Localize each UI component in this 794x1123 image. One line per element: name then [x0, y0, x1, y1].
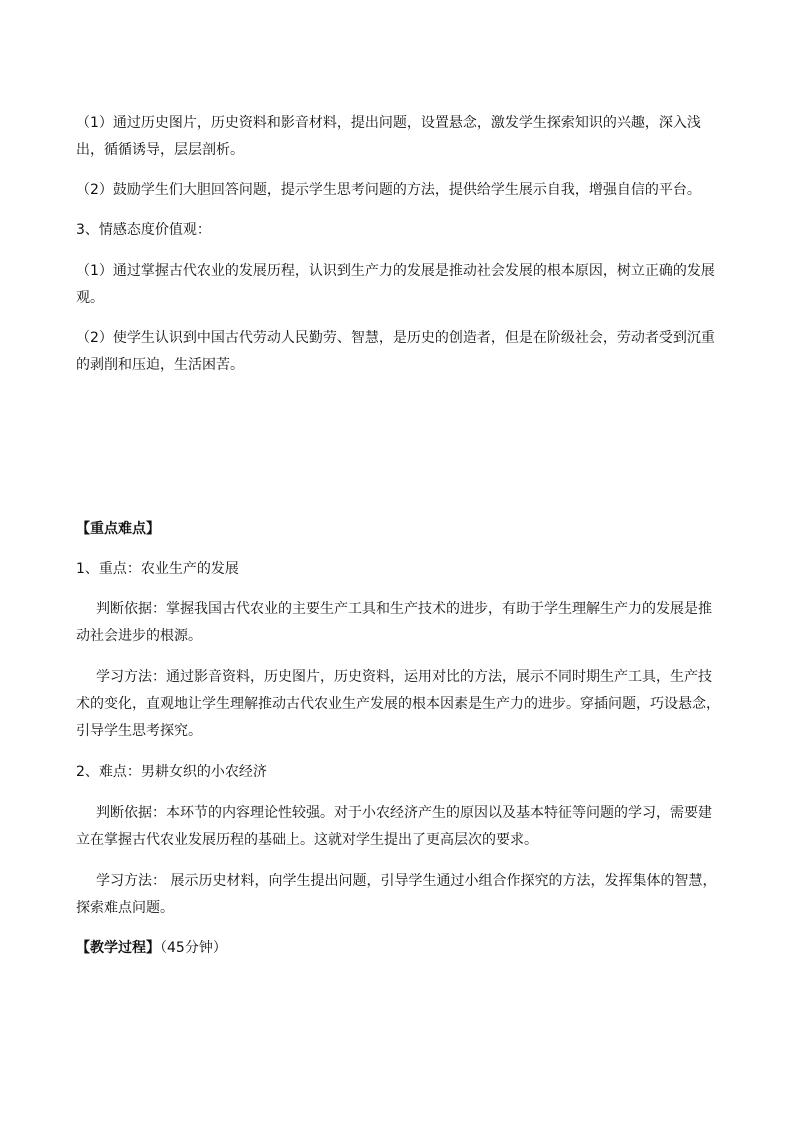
process-paragraph-1: （1）通过历史图片，历史资料和影音材料，提出问题，设置悬念，激发学生探索知识的兴趣，深入浅出，循循诱导，层层剖析。 — [76, 115, 701, 158]
teaching-process-line — [76, 935, 720, 962]
emotion-paragraph-1: （1）通过掌握古代农业的发展历程，认识到生产力的发展是推动社会发展的根本原因，树立正确的发展观。 — [76, 263, 715, 306]
teaching-process-heading: 【教学过程】 — [76, 940, 160, 956]
emotion-title: 3、情感态度价值观： — [76, 222, 211, 238]
key-point-basis: 判断依据：掌握我国古代农业的主要生产工具和生产技术的进步，有助于学生理解生产力的发展是推动社会进步的根源。 — [76, 601, 712, 644]
process-paragraph-2: （2）鼓励学生们大胆回答问题，提示学生思考问题的方法，提供给学生展示自我，增强自信的平台。 — [76, 182, 701, 198]
difficult-point-title: 2、难点：男耕女织的小农经济 — [76, 764, 267, 780]
difficult-point-basis: 判断依据：本环节的内容理论性较强。对于小农经济产生的原因以及基本特征等问题的学习，需要建立在掌握古代农业发展历程的基础上。这就对学生提出了更高层次的要求。 — [76, 805, 712, 848]
emotion-paragraph-2: （2）使学生认识到中国古代劳动人民勤劳、智慧，是历史的创造者，但是在阶级社会，劳动者受到沉重的剥削和压迫，生活困苦。 — [76, 330, 715, 373]
key-points-heading: 【重点难点】 — [76, 521, 160, 537]
key-point-title: 1、重点：农业生产的发展 — [76, 561, 239, 577]
teaching-process-duration: （45分钟） — [160, 940, 227, 956]
difficult-point-method: 学习方法： 展示历史材料，向学生提出问题，引导学生通过小组合作探究的方法，发挥集体的智慧，探索难点问题。 — [76, 873, 717, 916]
key-point-method: 学习方法：通过影音资料，历史图片，历史资料，运用对比的方法，展示不同时期生产工具，生产技术的变化，直观地让学生理解推动古代农业生产发展的根本因素是生产力的进步。穿插问题，巧设悬念，引导学生思考探究。 — [76, 669, 720, 739]
